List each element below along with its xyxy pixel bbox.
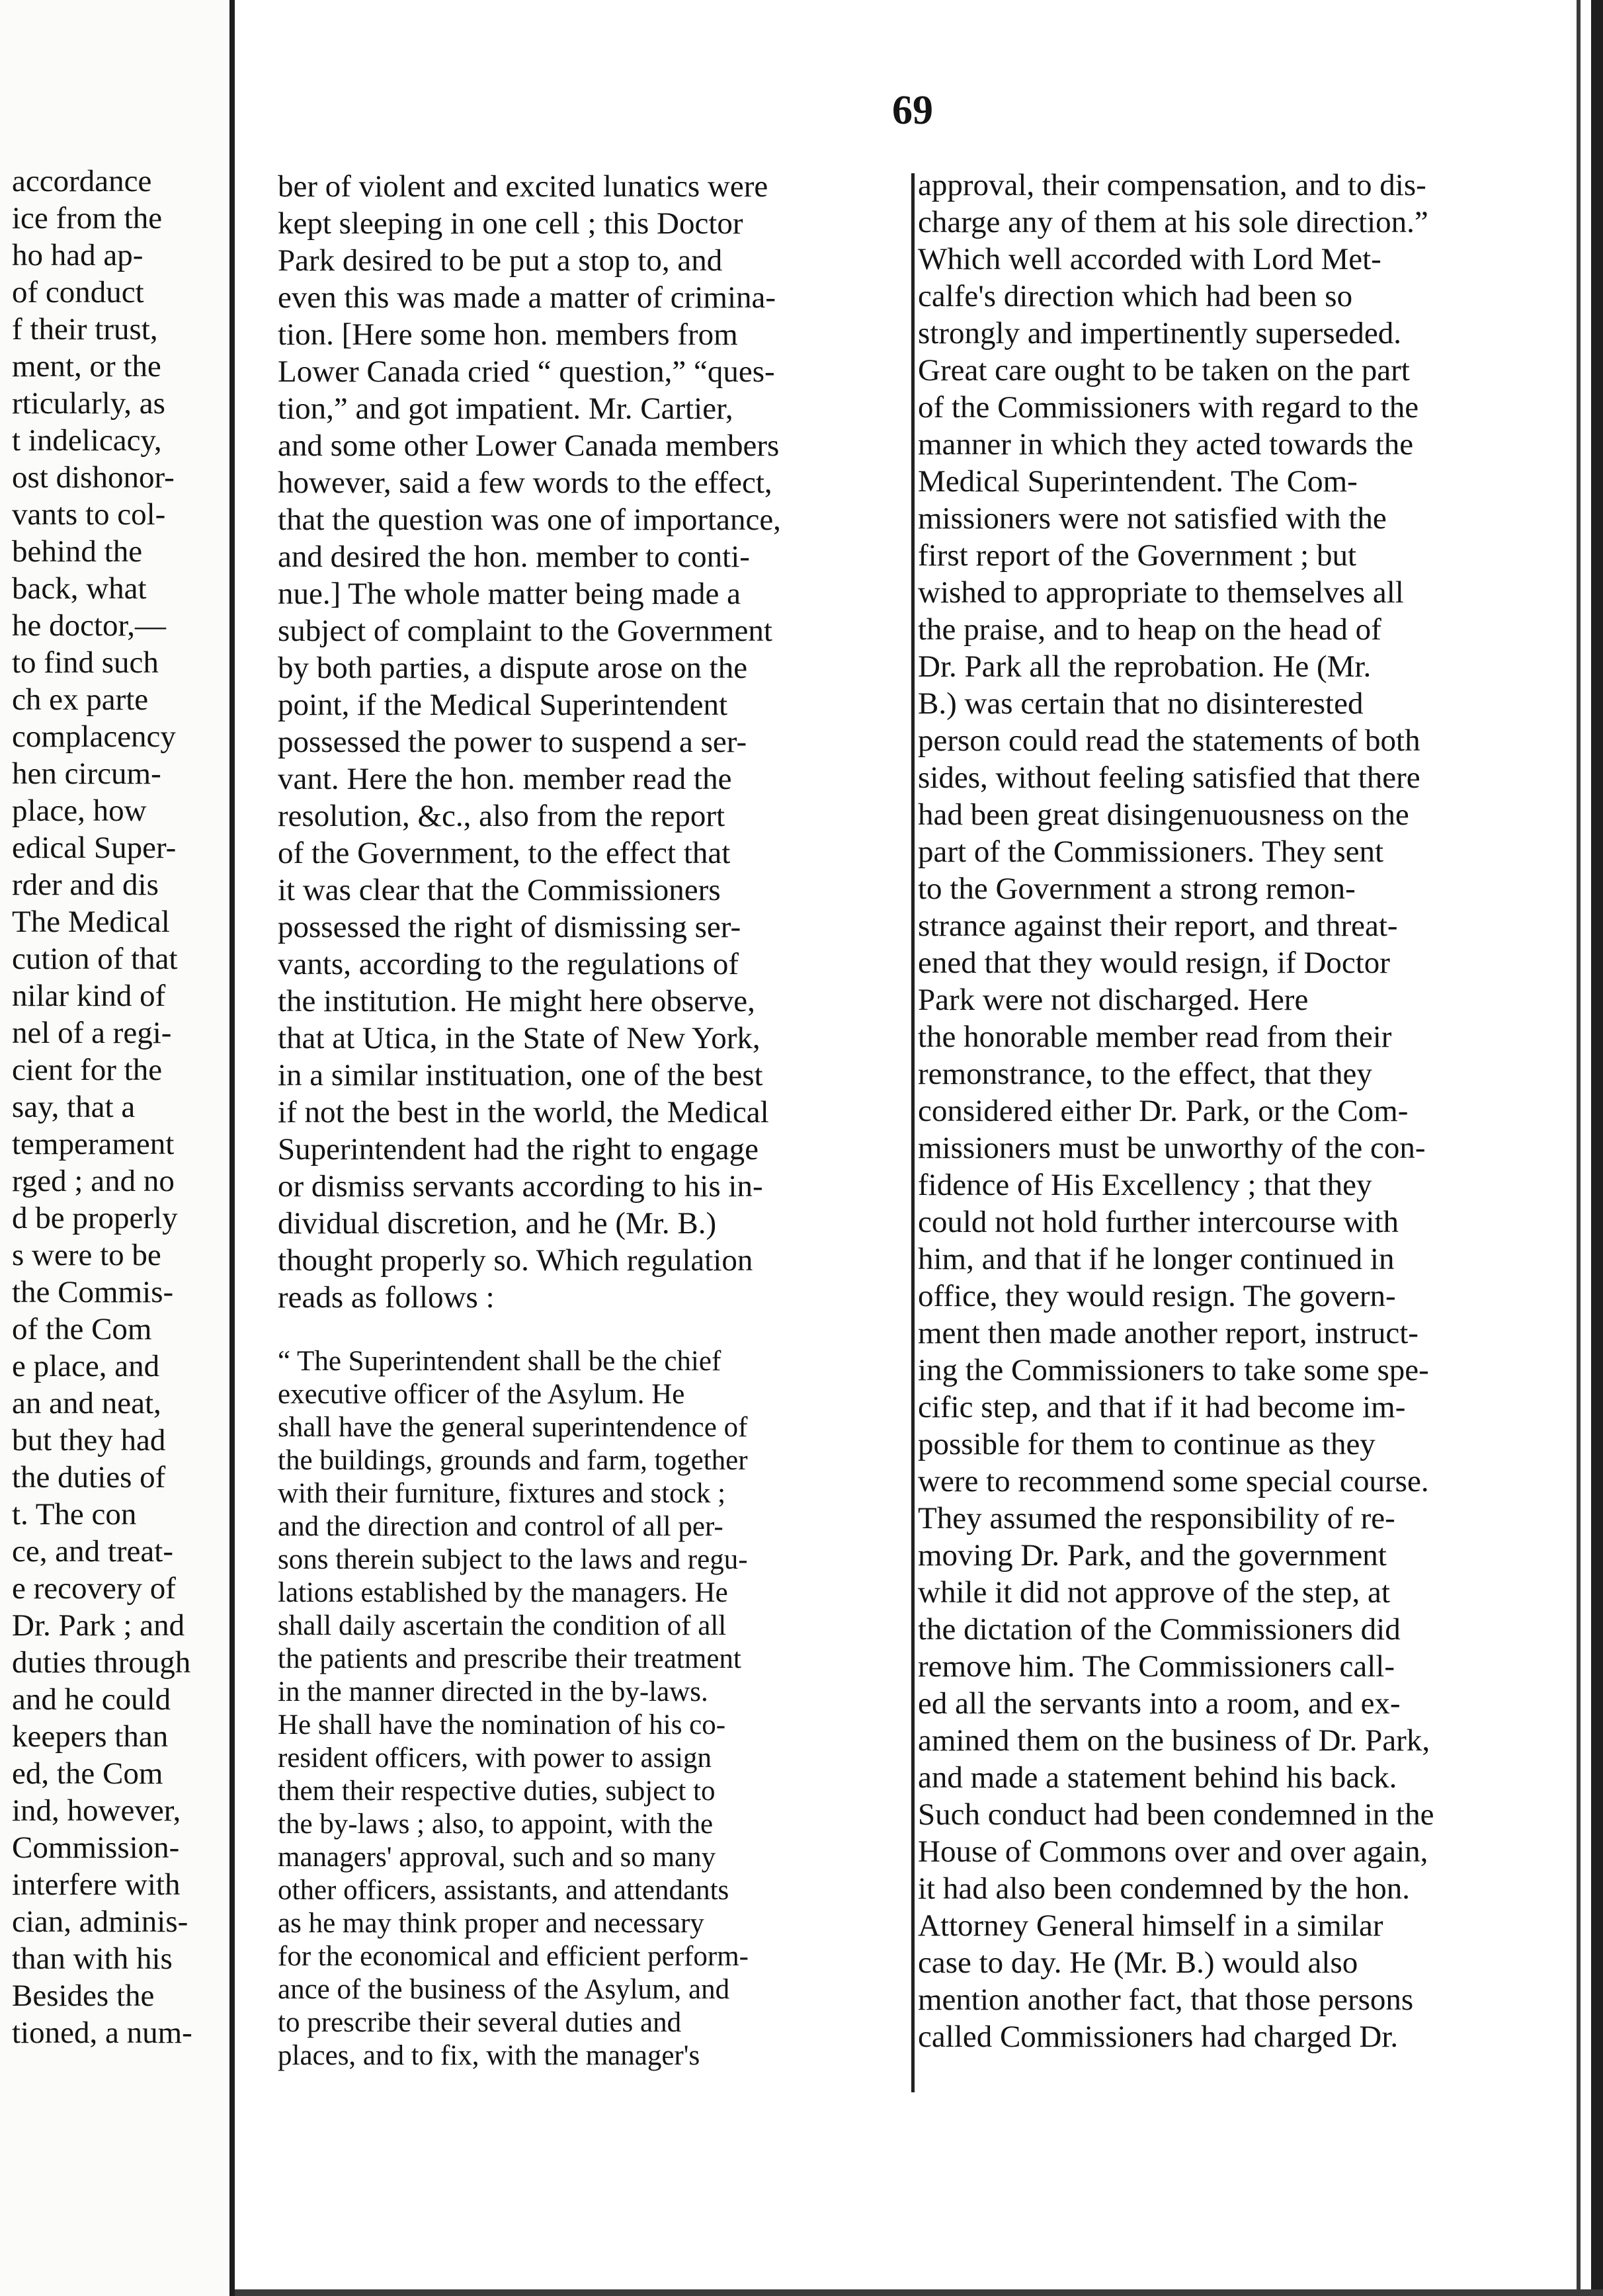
page-bottom-shadow [235,2289,1603,2296]
page-number: 69 [892,88,933,133]
previous-page-edge [0,0,235,2296]
middle-column-text: ber of violent and excited lunatics were kept sleeping in one cell ; this Doctor Park desired to be put a stop to, and even this was made a matter of crimina- tion. [Here some hon. members from Lower Canada cried “ question,” “ques- tion,” and got impatient. Mr. Cartier, and some other Lower Canada members however, said a few words to the effect, that the question was one of importance, and desired the hon. member to conti- nue.] The whole matter being made a subject of complaint to the Government by both parties, a dispute arose on the point, if the Medical Superintendent possessed the power to suspend a ser- vant. Here the hon. member read the resolution, &c., also from the report of the Government, to the effect that it was clear that the Commissioners possessed the right of dismissing ser- vants, according to the regulations of the institution. He might here observe, that at Utica, in the State of New York, in a similar instituation, one of the best if not the best in the world, the Medical Superintendent had the right to engage or dismiss servants according to his in- dividual discretion, and he (Mr. B.) thought properly so. Which regulation reads as follows : [278,169,781,1315]
previous-page-text-fragment: accordance ice from the ho had ap- of conduct f their trust, ment, or the rticularly, as t indelicacy, ost dishonor- vants to col- behind the back, what he doctor,— to find such ch ex parte complacency hen circum- place, how edical Super- rder and dis The Medical cution of that nilar kind of nel of a regi- cient for the say, that a temperament rged ; and no d be properly s were to be the Commis- of the Com e place, and an and neat, but they had the duties of t. The con ce, and treat- e recovery of Dr. Park ; and duties through and he could keepers than ed, the Com ind, however, Commission- interfere with cian, adminis- than with his Besides the tioned, a num- [12,164,192,2050]
page-edge-shadow [1577,0,1581,2296]
column-divider-rule [911,173,915,2092]
right-column-text: approval, their compensation, and to dis- charge any of them at his sole direction.” Which well accorded with Lord Met- calfe's direction which had been so strongly and impertinently superseded. Great care ought to be taken on the part of the Commissioners with regard to the manner in which they acted towards the Medical Superintendent. The Com- missioners were not satisfied with the first report of the Government ; but wished to appropriate to themselves all the praise, and to heap on the head of Dr. Park all the reprobation. He (Mr. B.) was certain that no disinterested person could read the statements of both sides, without feeling satisfied that there had been great disingenuousness on the part of the Commissioners. They sent to the Government a strong remon- strance against their report, and threat- ened that they would resign, if Doctor Park were not discharged. Here the honorable member read from their remonstrance, to the effect, that they considered either Dr. Park, or the Com- missioners must be unworthy of the con- fidence of His Excellency ; that they could not hold further intercourse with him, and that if he longer continued in office, they would resign. The govern- ment then made another report, instruct- ing the Commissioners to take some spe- cific step, and that if it had become im- possible for them to continue as they were to recommend some special course. They assumed the responsibility of re- moving Dr. Park, and the government while it did not approve of the step, at the dictation of the Commissioners did remove him. The Commissioners call- ed all the servants into a room, and ex- amined them on the business of Dr. Park, and made a statement behind his back. Such conduct had been condemned in the House of Commons over and over again, it had also been condemned by the hon. Attorney General himself in a similar case to day. He (Mr. B.) would also mention another fact, that those persons called Commissioners had charged Dr. [918,168,1434,2054]
page-right-border [1591,0,1603,2296]
middle-column-quotation: “ The Superintendent shall be the chief executive officer of the Asylum. He shall have the general superintendence of the buildings, grounds and farm, together with their furniture, fixtures and stock ; and the direction and control of all per- sons therein subject to the laws and regu- lations established by the managers. He shall daily ascertain the condition of all the patients and prescribe their treatment in the manner directed in the by-laws. He shall have the nomination of his co- resident officers, with power to assign them their respective duties, subject to the by-laws ; also, to appoint, with the managers' approval, such and so many other officers, assistants, and attendants as he may think proper and necessary for the economical and efficient perform- ance of the business of the Asylum, and to prescribe their several duties and places, and to fix, with the manager's [278,1346,749,2071]
